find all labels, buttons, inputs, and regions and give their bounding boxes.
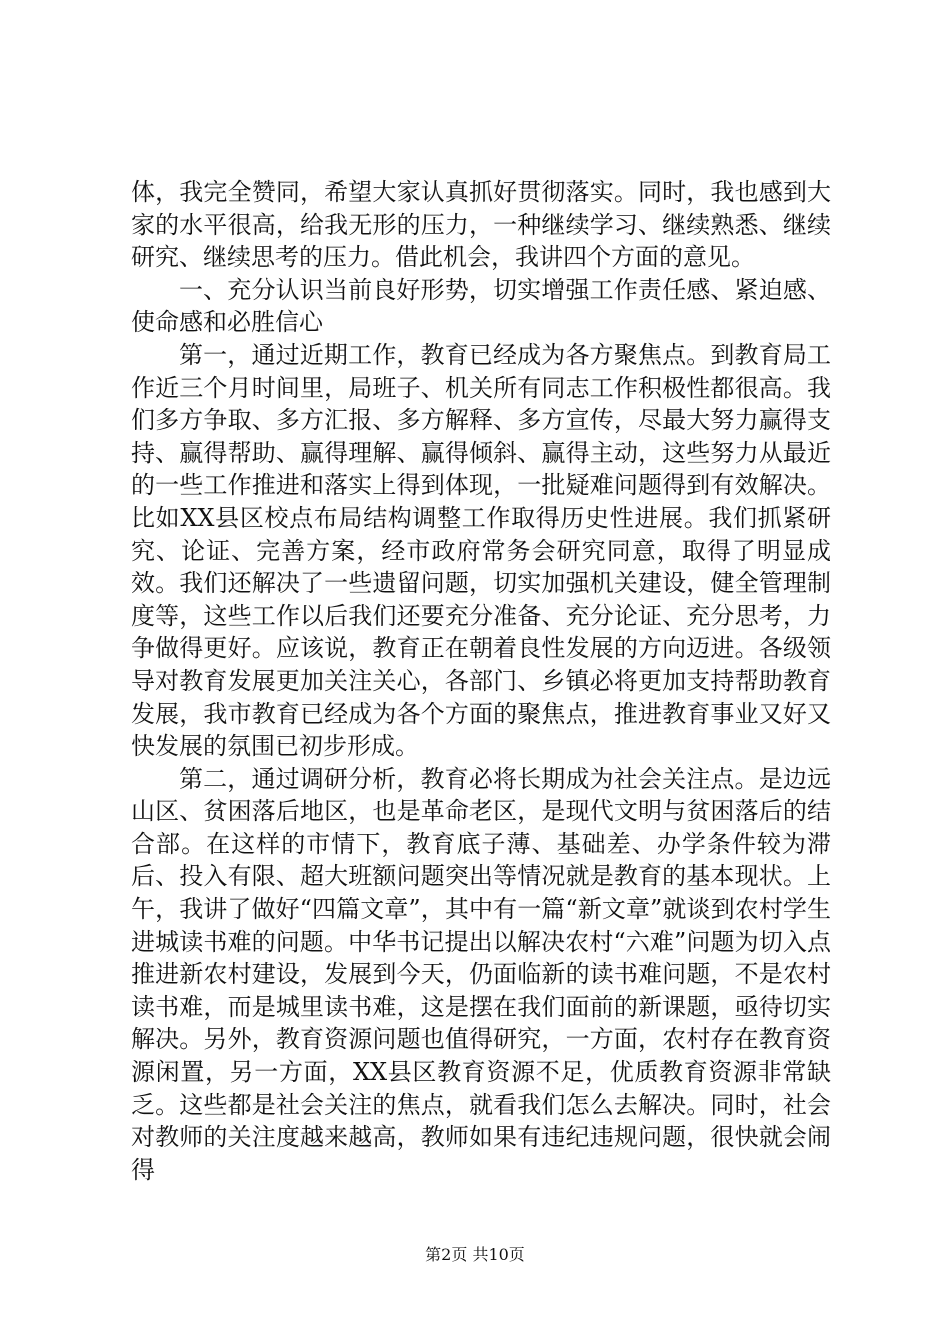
paragraph-continuation: 体，我完全赞同，希望大家认真抓好贯彻落实。同时，我也感到大家的水平很高，给我无形的压力，一种继续学习、继续熟悉、继续研究、继续思考的压力。借此机会，我讲四个方面的意见。 xyxy=(131,178,831,272)
document-body xyxy=(131,176,831,1186)
page-number-footer: 第2页 共10页 xyxy=(425,1245,525,1264)
paragraph-second-point: 第二，通过调研分析，教育必将长期成为社会关注点。是边远山区、贫困落后地区，也是革命老区，是现代文明与贫困落后的结合部。在这样的市情下，教育底子薄、基础差、办学条件较为滞后、投入有限、超大班额问题突出等情况就是教育的基本现状。上午，我讲了做好“四篇文章”，其中有一篇“新文章”就谈到农村学生进城读书难的问题。中华书记提出以解决农村“六难”问题为切入点推进新农村建设，发展到今天，仍面临新的读书难问题，不是农村读书难，而是城里读书难，这是摆在我们面前的新课题，亟待切实解决。另外，教育资源问题也值得研究，一方面，农村存在教育资源闲置，另一方面，XX县区教育资源不足，优质教育资源非常缺乏。这些都是社会关注的焦点，就看我们怎么去解决。同时，社会对教师的关注度越来越高，教师如果有违纪违规问题，很快就会闹得 xyxy=(131,764,831,1184)
paragraph-first-point: 第一，通过近期工作，教育已经成为各方聚焦点。到教育局工作近三个月时间里，局班子、机关所有同志工作积极性都很高。我们多方争取、多方汇报、多方解释、多方宣传，尽最大努力赢得支持、赢得帮助、赢得理解、赢得倾斜、赢得主动，这些努力从最近的一些工作推进和落实上得到体现，一批疑难问题得到有效解决。比如XX县区校点布局结构调整工作取得历史性进展。我们抓紧研究、论证、完善方案，经市政府常务会研究同意，取得了明显成效。我们还解决了一些遗留问题，切实加强机关建设，健全管理制度等，这些工作以后我们还要充分准备、充分论证、充分思考，力争做得更好。应该说，教育正在朝着良性发展的方向迈进。各级领导对教育发展更加关注关心，各部门、乡镇必将更加支持帮助教育发展，我市教育已经成为各个方面的聚焦点，推进教育事业又好又快发展的氛围已初步形成。 xyxy=(131,340,831,761)
section-heading: 一、充分认识当前良好形势，切实增强工作责任感、紧迫感、使命感和必胜信心 xyxy=(131,275,831,337)
